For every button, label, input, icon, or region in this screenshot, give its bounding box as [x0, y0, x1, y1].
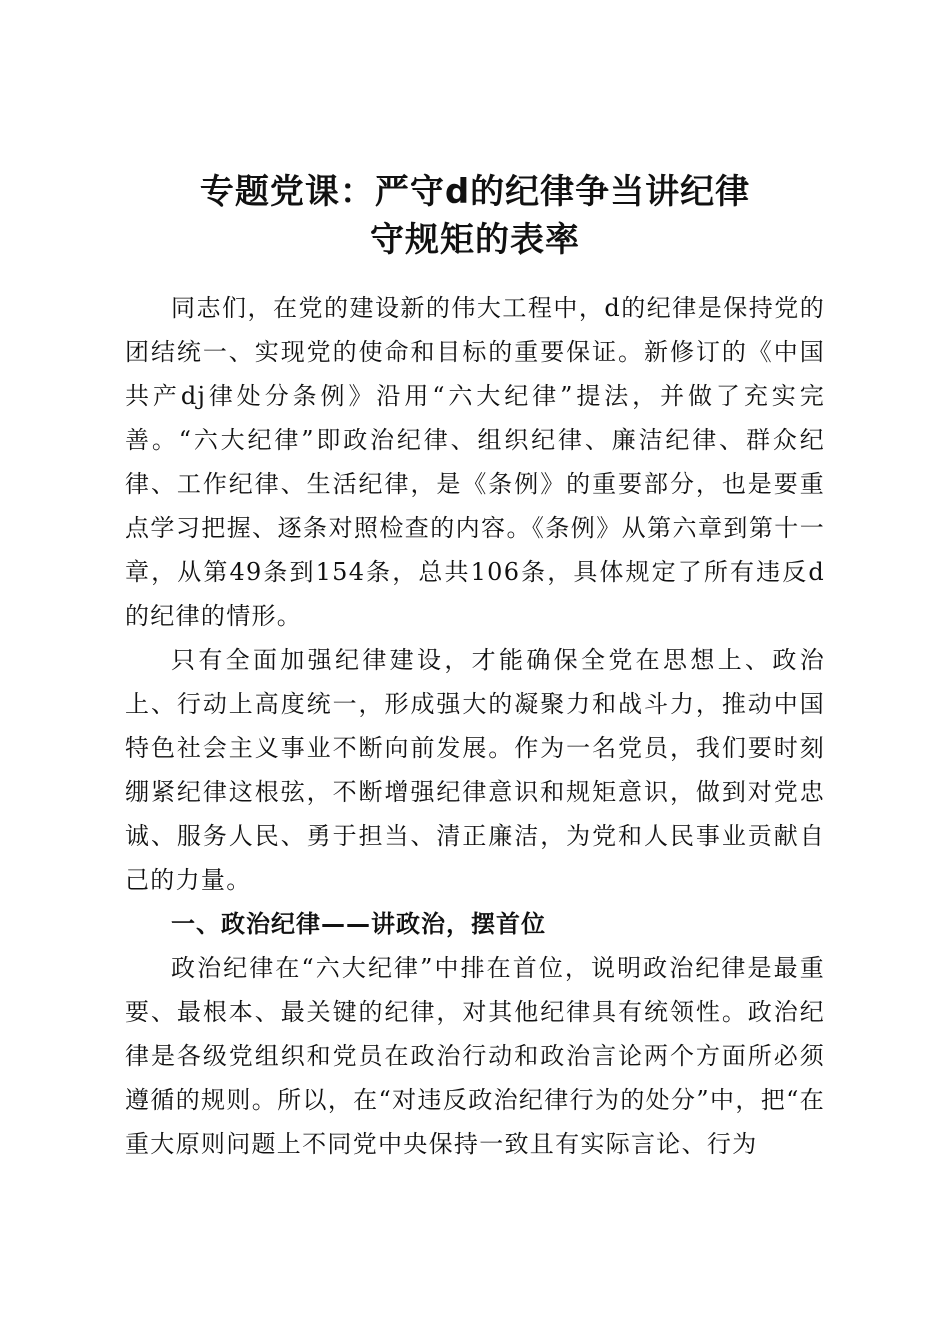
document-title — [120, 168, 830, 264]
section-heading-political-discipline: 一、政治纪律——讲政治，摆首位 — [171, 910, 546, 938]
title-line-2: 守规矩的表率 — [370, 220, 580, 260]
title-line-1: 专题党课：严守d的纪律争当讲纪律 — [199, 172, 751, 212]
paragraph-intro: 同志们，在党的建设新的伟大工程中，d的纪律是保持党的团结统一、实现党的使命和目标的重要保证。新修订的《中国共产dj律处分条例》沿用“六大纪律”提法，并做了充实完善。“六大纪律”即政治纪律、组织纪律、廉洁纪律、群众纪律、工作纪律、生活纪律，是《条例》的重要部分，也是要重点学习把握、逐条对照检查的内容。《条例》从第六章到第十一章，从第49条到154条，总共106条，具体规定了所有违反d的纪律的情形。 — [125, 294, 825, 630]
paragraph-discipline-building: 只有全面加强纪律建设，才能确保全党在思想上、政治上、行动上高度统一，形成强大的凝聚力和战斗力，推动中国特色社会主义事业不断向前发展。作为一名党员，我们要时刻绷紧纪律这根弦，不断增强纪律意识和规矩意识，做到对党忠诚、服务人民、勇于担当、清正廉洁，为党和人民事业贡献自己的力量。 — [125, 646, 825, 894]
document-body — [125, 286, 825, 1166]
paragraph-political-discipline: 政治纪律在“六大纪律”中排在首位，说明政治纪律是最重要、最根本、最关键的纪律，对其他纪律具有统领性。政治纪律是各级党组织和党员在政治行动和政治言论两个方面所必须遵循的规则。所以，在“对违反政治纪律行为的处分”中，把“在重大原则问题上不同党中央保持一致且有实际言论、行为 — [125, 954, 825, 1158]
